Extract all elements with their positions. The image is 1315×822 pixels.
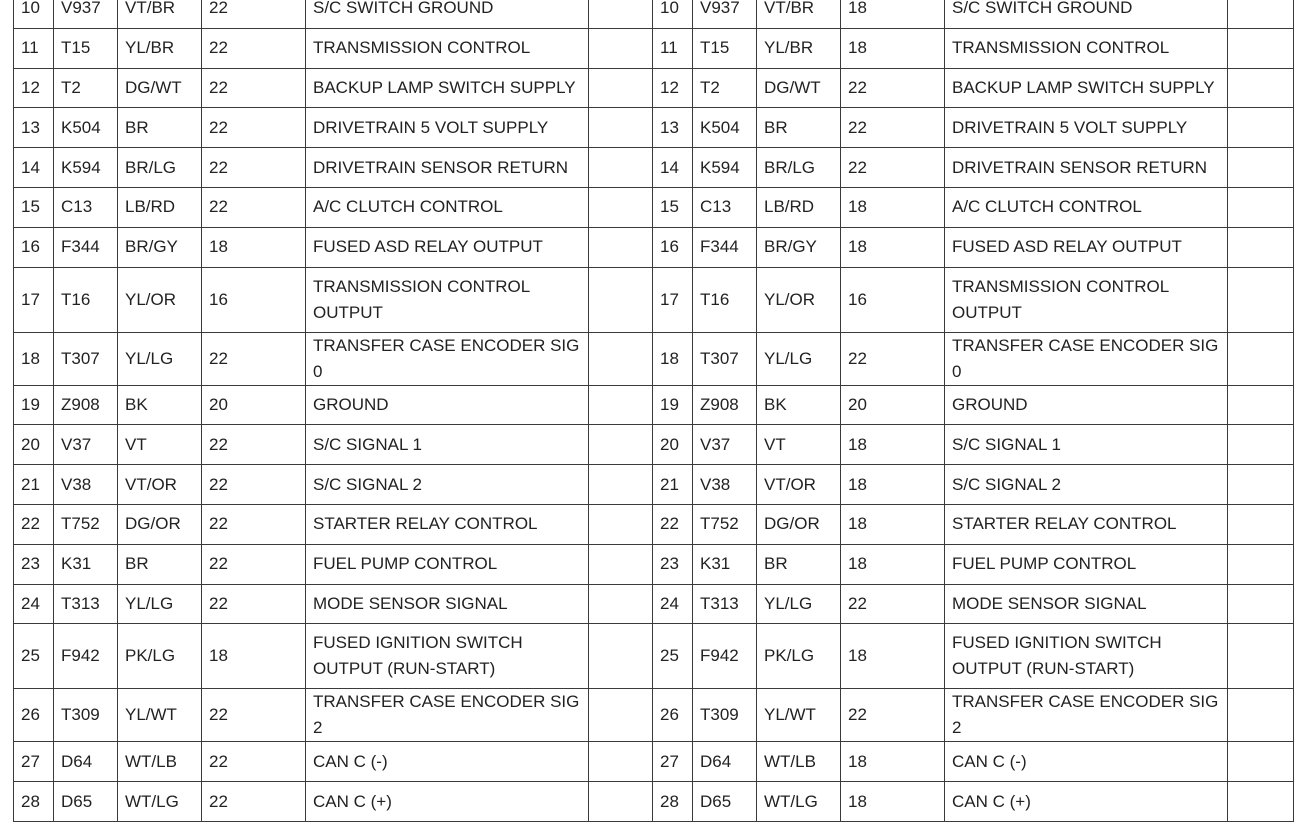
right-color-cell: YL/LG <box>757 584 841 624</box>
connector-pinout-table-wrapper <box>13 0 1293 822</box>
left-function-cell: DRIVETRAIN SENSOR RETURN <box>306 148 589 188</box>
right-spacer-cell <box>1228 624 1294 689</box>
right-function-cell: S/C SIGNAL 2 <box>945 465 1228 505</box>
left-color-cell: YL/LG <box>118 332 202 385</box>
right-gauge-cell: 18 <box>841 624 945 689</box>
left-gauge-cell: 22 <box>202 782 306 822</box>
left-function-cell: DRIVETRAIN 5 VOLT SUPPLY <box>306 108 589 148</box>
left-spacer-cell <box>589 267 653 332</box>
right-gauge-cell: 18 <box>841 227 945 267</box>
left-spacer-cell <box>589 28 653 68</box>
left-cavity-cell: 18 <box>14 332 54 385</box>
left-cavity-cell: 28 <box>14 782 54 822</box>
right-circuit-cell: Z908 <box>693 385 757 425</box>
left-color-cell: DG/OR <box>118 504 202 544</box>
right-cavity-cell: 14 <box>653 148 693 188</box>
left-color-cell: YL/LG <box>118 584 202 624</box>
left-circuit-cell: F344 <box>54 227 118 267</box>
left-circuit-cell: D64 <box>54 742 118 782</box>
left-gauge-cell: 22 <box>202 332 306 385</box>
right-spacer-cell <box>1228 28 1294 68</box>
table-row <box>14 465 1294 505</box>
table-row <box>14 227 1294 267</box>
right-cavity-cell: 28 <box>653 782 693 822</box>
left-function-cell: FUSED IGNITION SWITCH OUTPUT (RUN-START) <box>306 624 589 689</box>
left-gauge-cell: 18 <box>202 624 306 689</box>
left-circuit-cell: K594 <box>54 148 118 188</box>
right-spacer-cell <box>1228 148 1294 188</box>
right-function-cell: GROUND <box>945 385 1228 425</box>
right-circuit-cell: F942 <box>693 624 757 689</box>
left-function-cell: MODE SENSOR SIGNAL <box>306 584 589 624</box>
right-cavity-cell: 17 <box>653 267 693 332</box>
right-gauge-cell: 18 <box>841 504 945 544</box>
right-gauge-cell: 18 <box>841 425 945 465</box>
right-circuit-cell: T307 <box>693 332 757 385</box>
right-function-cell: STARTER RELAY CONTROL <box>945 504 1228 544</box>
right-spacer-cell <box>1228 584 1294 624</box>
right-gauge-cell: 20 <box>841 385 945 425</box>
left-cavity-cell: 20 <box>14 425 54 465</box>
right-color-cell: YL/LG <box>757 332 841 385</box>
left-function-cell: FUSED ASD RELAY OUTPUT <box>306 227 589 267</box>
right-function-cell: TRANSFER CASE ENCODER SIG 2 <box>945 689 1228 742</box>
left-spacer-cell <box>589 584 653 624</box>
left-color-cell: DG/WT <box>118 68 202 108</box>
left-gauge-cell: 22 <box>202 187 306 227</box>
left-cavity-cell: 17 <box>14 267 54 332</box>
right-cavity-cell: 27 <box>653 742 693 782</box>
left-spacer-cell <box>589 148 653 188</box>
left-spacer-cell <box>589 187 653 227</box>
right-circuit-cell: K504 <box>693 108 757 148</box>
right-cavity-cell: 10 <box>653 0 693 28</box>
table-row <box>14 0 1294 28</box>
right-function-cell: MODE SENSOR SIGNAL <box>945 584 1228 624</box>
left-gauge-cell: 22 <box>202 148 306 188</box>
left-cavity-cell: 19 <box>14 385 54 425</box>
right-circuit-cell: T16 <box>693 267 757 332</box>
left-gauge-cell: 22 <box>202 465 306 505</box>
right-function-cell: FUSED IGNITION SWITCH OUTPUT (RUN-START) <box>945 624 1228 689</box>
left-gauge-cell: 22 <box>202 504 306 544</box>
right-spacer-cell <box>1228 689 1294 742</box>
right-cavity-cell: 21 <box>653 465 693 505</box>
table-row <box>14 68 1294 108</box>
left-cavity-cell: 15 <box>14 187 54 227</box>
right-color-cell: LB/RD <box>757 187 841 227</box>
table-body <box>14 0 1294 821</box>
left-color-cell: BR/LG <box>118 148 202 188</box>
left-circuit-cell: T15 <box>54 28 118 68</box>
left-circuit-cell: V937 <box>54 0 118 28</box>
right-spacer-cell <box>1228 227 1294 267</box>
left-circuit-cell: K504 <box>54 108 118 148</box>
left-function-cell: BACKUP LAMP SWITCH SUPPLY <box>306 68 589 108</box>
right-gauge-cell: 18 <box>841 782 945 822</box>
left-spacer-cell <box>589 385 653 425</box>
table-row <box>14 504 1294 544</box>
right-circuit-cell: V38 <box>693 465 757 505</box>
right-color-cell: VT/BR <box>757 0 841 28</box>
right-circuit-cell: F344 <box>693 227 757 267</box>
left-circuit-cell: V37 <box>54 425 118 465</box>
right-spacer-cell <box>1228 544 1294 584</box>
left-gauge-cell: 18 <box>202 227 306 267</box>
right-function-cell: TRANSMISSION CONTROL <box>945 28 1228 68</box>
left-circuit-cell: D65 <box>54 782 118 822</box>
left-color-cell: YL/WT <box>118 689 202 742</box>
left-color-cell: VT/OR <box>118 465 202 505</box>
table-row <box>14 108 1294 148</box>
left-spacer-cell <box>589 108 653 148</box>
left-spacer-cell <box>589 782 653 822</box>
right-function-cell: S/C SWITCH GROUND <box>945 0 1228 28</box>
left-color-cell: BR/GY <box>118 227 202 267</box>
right-circuit-cell: V37 <box>693 425 757 465</box>
right-function-cell: FUSED ASD RELAY OUTPUT <box>945 227 1228 267</box>
right-function-cell: TRANSMISSION CONTROL OUTPUT <box>945 267 1228 332</box>
right-spacer-cell <box>1228 425 1294 465</box>
left-cavity-cell: 27 <box>14 742 54 782</box>
right-color-cell: DG/OR <box>757 504 841 544</box>
table-row <box>14 28 1294 68</box>
left-gauge-cell: 22 <box>202 544 306 584</box>
left-spacer-cell <box>589 465 653 505</box>
left-gauge-cell: 22 <box>202 689 306 742</box>
left-cavity-cell: 21 <box>14 465 54 505</box>
left-color-cell: BR <box>118 544 202 584</box>
table-row <box>14 782 1294 822</box>
left-spacer-cell <box>589 227 653 267</box>
right-gauge-cell: 22 <box>841 108 945 148</box>
right-cavity-cell: 18 <box>653 332 693 385</box>
left-gauge-cell: 20 <box>202 385 306 425</box>
left-spacer-cell <box>589 624 653 689</box>
right-function-cell: CAN C (-) <box>945 742 1228 782</box>
right-spacer-cell <box>1228 504 1294 544</box>
left-color-cell: YL/BR <box>118 28 202 68</box>
left-gauge-cell: 16 <box>202 267 306 332</box>
right-color-cell: BR/GY <box>757 227 841 267</box>
left-function-cell: TRANSFER CASE ENCODER SIG 2 <box>306 689 589 742</box>
right-circuit-cell: D64 <box>693 742 757 782</box>
left-gauge-cell: 22 <box>202 584 306 624</box>
left-function-cell: S/C SWITCH GROUND <box>306 0 589 28</box>
table-row <box>14 267 1294 332</box>
left-gauge-cell: 22 <box>202 68 306 108</box>
right-circuit-cell: K594 <box>693 148 757 188</box>
right-circuit-cell: T15 <box>693 28 757 68</box>
left-circuit-cell: T313 <box>54 584 118 624</box>
left-spacer-cell <box>589 68 653 108</box>
right-gauge-cell: 16 <box>841 267 945 332</box>
left-function-cell: S/C SIGNAL 2 <box>306 465 589 505</box>
right-color-cell: BK <box>757 385 841 425</box>
right-cavity-cell: 15 <box>653 187 693 227</box>
right-cavity-cell: 24 <box>653 584 693 624</box>
right-spacer-cell <box>1228 465 1294 505</box>
table-row <box>14 187 1294 227</box>
left-circuit-cell: F942 <box>54 624 118 689</box>
left-spacer-cell <box>589 504 653 544</box>
left-circuit-cell: T307 <box>54 332 118 385</box>
table-row <box>14 385 1294 425</box>
right-function-cell: A/C CLUTCH CONTROL <box>945 187 1228 227</box>
left-gauge-cell: 22 <box>202 0 306 28</box>
right-gauge-cell: 22 <box>841 68 945 108</box>
left-gauge-cell: 22 <box>202 742 306 782</box>
left-circuit-cell: T752 <box>54 504 118 544</box>
left-spacer-cell <box>589 544 653 584</box>
left-gauge-cell: 22 <box>202 108 306 148</box>
left-function-cell: CAN C (-) <box>306 742 589 782</box>
left-circuit-cell: Z908 <box>54 385 118 425</box>
right-function-cell: DRIVETRAIN SENSOR RETURN <box>945 148 1228 188</box>
table-row <box>14 689 1294 742</box>
right-spacer-cell <box>1228 68 1294 108</box>
right-cavity-cell: 25 <box>653 624 693 689</box>
right-cavity-cell: 19 <box>653 385 693 425</box>
right-cavity-cell: 23 <box>653 544 693 584</box>
left-circuit-cell: T16 <box>54 267 118 332</box>
left-function-cell: CAN C (+) <box>306 782 589 822</box>
left-circuit-cell: K31 <box>54 544 118 584</box>
left-cavity-cell: 26 <box>14 689 54 742</box>
right-function-cell: CAN C (+) <box>945 782 1228 822</box>
right-function-cell: S/C SIGNAL 1 <box>945 425 1228 465</box>
left-cavity-cell: 10 <box>14 0 54 28</box>
left-color-cell: VT/BR <box>118 0 202 28</box>
right-color-cell: BR/LG <box>757 148 841 188</box>
right-color-cell: VT/OR <box>757 465 841 505</box>
right-function-cell: DRIVETRAIN 5 VOLT SUPPLY <box>945 108 1228 148</box>
right-color-cell: WT/LB <box>757 742 841 782</box>
right-color-cell: YL/OR <box>757 267 841 332</box>
left-cavity-cell: 24 <box>14 584 54 624</box>
left-spacer-cell <box>589 332 653 385</box>
left-function-cell: TRANSMISSION CONTROL <box>306 28 589 68</box>
left-cavity-cell: 25 <box>14 624 54 689</box>
right-cavity-cell: 26 <box>653 689 693 742</box>
table-row <box>14 624 1294 689</box>
left-color-cell: BR <box>118 108 202 148</box>
right-gauge-cell: 18 <box>841 465 945 505</box>
right-gauge-cell: 18 <box>841 0 945 28</box>
left-gauge-cell: 22 <box>202 28 306 68</box>
left-color-cell: BK <box>118 385 202 425</box>
right-color-cell: VT <box>757 425 841 465</box>
right-gauge-cell: 18 <box>841 187 945 227</box>
left-spacer-cell <box>589 689 653 742</box>
right-circuit-cell: V937 <box>693 0 757 28</box>
right-cavity-cell: 13 <box>653 108 693 148</box>
right-circuit-cell: C13 <box>693 187 757 227</box>
left-cavity-cell: 14 <box>14 148 54 188</box>
left-function-cell: TRANSFER CASE ENCODER SIG 0 <box>306 332 589 385</box>
right-gauge-cell: 18 <box>841 742 945 782</box>
right-spacer-cell <box>1228 782 1294 822</box>
left-function-cell: TRANSMISSION CONTROL OUTPUT <box>306 267 589 332</box>
left-circuit-cell: T309 <box>54 689 118 742</box>
left-spacer-cell <box>589 0 653 28</box>
left-function-cell: FUEL PUMP CONTROL <box>306 544 589 584</box>
left-color-cell: LB/RD <box>118 187 202 227</box>
right-circuit-cell: K31 <box>693 544 757 584</box>
left-circuit-cell: C13 <box>54 187 118 227</box>
right-cavity-cell: 22 <box>653 504 693 544</box>
right-cavity-cell: 12 <box>653 68 693 108</box>
right-spacer-cell <box>1228 385 1294 425</box>
right-color-cell: WT/LG <box>757 782 841 822</box>
left-function-cell: GROUND <box>306 385 589 425</box>
right-spacer-cell <box>1228 187 1294 227</box>
table-row <box>14 544 1294 584</box>
left-gauge-cell: 22 <box>202 425 306 465</box>
right-gauge-cell: 22 <box>841 584 945 624</box>
right-circuit-cell: T309 <box>693 689 757 742</box>
left-cavity-cell: 11 <box>14 28 54 68</box>
left-function-cell: A/C CLUTCH CONTROL <box>306 187 589 227</box>
right-function-cell: BACKUP LAMP SWITCH SUPPLY <box>945 68 1228 108</box>
right-spacer-cell <box>1228 108 1294 148</box>
right-circuit-cell: D65 <box>693 782 757 822</box>
table-row <box>14 584 1294 624</box>
right-gauge-cell: 22 <box>841 332 945 385</box>
left-color-cell: WT/LG <box>118 782 202 822</box>
right-color-cell: BR <box>757 108 841 148</box>
table-row <box>14 332 1294 385</box>
left-spacer-cell <box>589 742 653 782</box>
table-row <box>14 148 1294 188</box>
right-cavity-cell: 16 <box>653 227 693 267</box>
left-circuit-cell: T2 <box>54 68 118 108</box>
left-cavity-cell: 12 <box>14 68 54 108</box>
right-color-cell: YL/WT <box>757 689 841 742</box>
right-spacer-cell <box>1228 742 1294 782</box>
table-row <box>14 425 1294 465</box>
right-spacer-cell <box>1228 0 1294 28</box>
right-color-cell: PK/LG <box>757 624 841 689</box>
right-gauge-cell: 22 <box>841 148 945 188</box>
left-color-cell: PK/LG <box>118 624 202 689</box>
right-color-cell: BR <box>757 544 841 584</box>
left-function-cell: S/C SIGNAL 1 <box>306 425 589 465</box>
left-function-cell: STARTER RELAY CONTROL <box>306 504 589 544</box>
right-gauge-cell: 18 <box>841 28 945 68</box>
right-circuit-cell: T2 <box>693 68 757 108</box>
right-circuit-cell: T752 <box>693 504 757 544</box>
left-cavity-cell: 22 <box>14 504 54 544</box>
left-color-cell: WT/LB <box>118 742 202 782</box>
right-function-cell: TRANSFER CASE ENCODER SIG 0 <box>945 332 1228 385</box>
left-cavity-cell: 16 <box>14 227 54 267</box>
right-cavity-cell: 20 <box>653 425 693 465</box>
right-spacer-cell <box>1228 332 1294 385</box>
left-cavity-cell: 23 <box>14 544 54 584</box>
right-cavity-cell: 11 <box>653 28 693 68</box>
left-cavity-cell: 13 <box>14 108 54 148</box>
connector-pinout-table <box>13 0 1294 822</box>
right-function-cell: FUEL PUMP CONTROL <box>945 544 1228 584</box>
right-color-cell: DG/WT <box>757 68 841 108</box>
left-spacer-cell <box>589 425 653 465</box>
right-gauge-cell: 18 <box>841 544 945 584</box>
left-color-cell: VT <box>118 425 202 465</box>
right-spacer-cell <box>1228 267 1294 332</box>
right-circuit-cell: T313 <box>693 584 757 624</box>
right-color-cell: YL/BR <box>757 28 841 68</box>
right-gauge-cell: 22 <box>841 689 945 742</box>
table-row <box>14 742 1294 782</box>
left-color-cell: YL/OR <box>118 267 202 332</box>
left-circuit-cell: V38 <box>54 465 118 505</box>
